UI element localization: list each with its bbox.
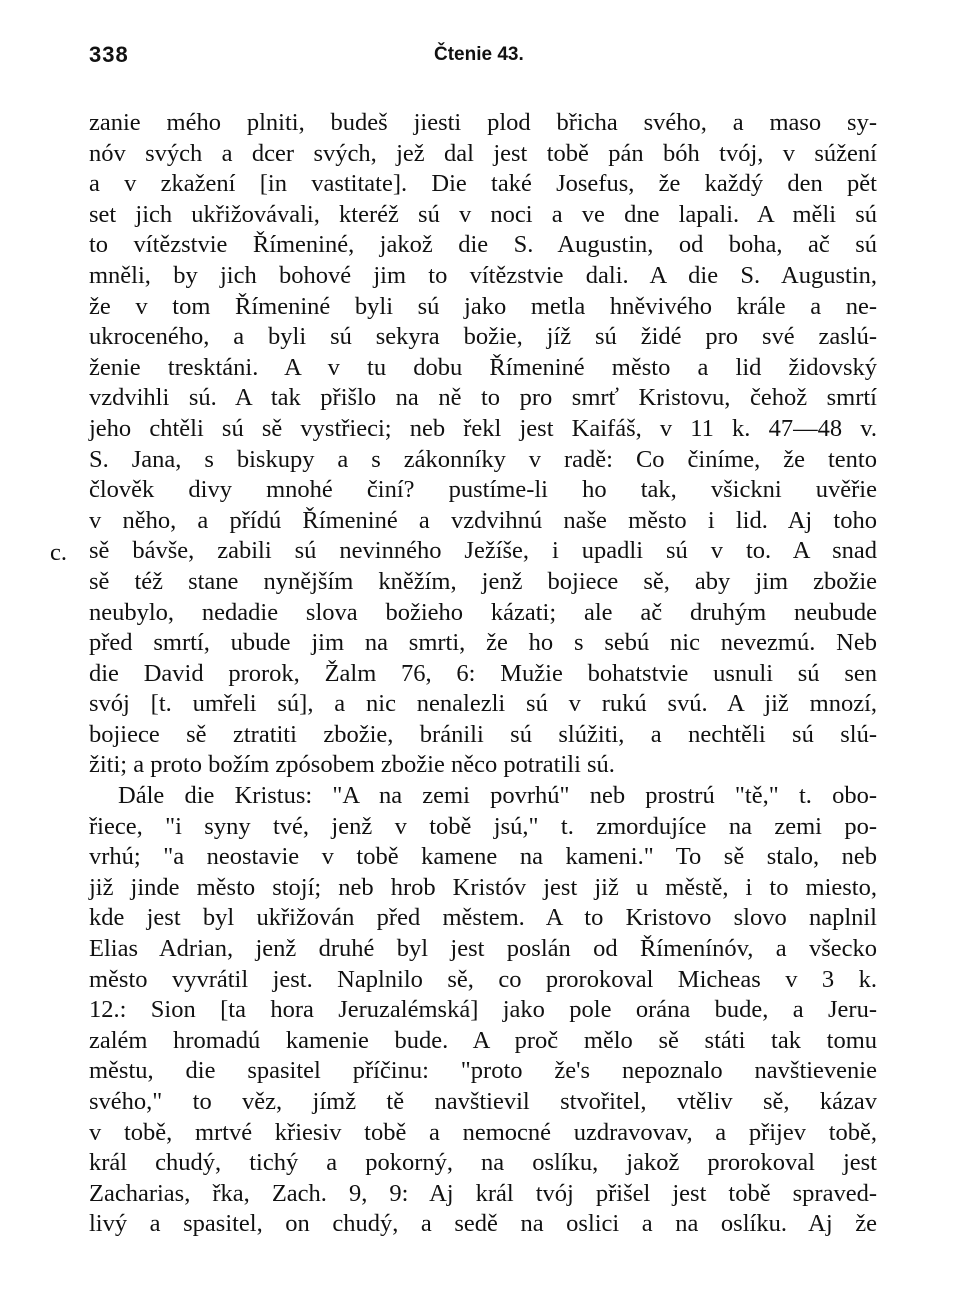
- text-line: set jich ukřižovávali, kteréž sú v noci a ve dne lapali. A měli sú: [89, 200, 877, 228]
- text-line: před smrtí, ubude jim na smrti, že ho s sebú nic nevezmú. Neb: [89, 629, 877, 657]
- text-line: sě bávše, zabili sú nevinného Ježíše, i upadli sú v to. A snad: [89, 537, 877, 565]
- text-line: král chudý, tichý a pokorný, na oslíku, jakož prorokoval jest: [89, 1149, 877, 1177]
- text-line: město vyvrátil jest. Naplnilo sě, co prorokoval Micheas v 3 k.: [89, 965, 877, 993]
- text-line: 12.: Sion [ta hora Jeruzalémská] jako pole orána bude, a Jeru-: [89, 996, 877, 1024]
- page-number: 338: [89, 42, 129, 67]
- text-line: řiece, "i syny tvé, jenž v tobě jsú," t. zmordujíce na zemi po-: [89, 812, 877, 840]
- text-line: to vítězstvie Římeniné, jakož die S. Augustin, od boha, ač sú: [89, 231, 877, 259]
- text-line: jeho chtěli sú sě vystřieci; neb řekl jest Kaifáš, v 11 k. 47—48 v.: [89, 414, 877, 442]
- running-title: Čtenie 43.: [434, 44, 524, 65]
- text-line: ukroceného, a byli sú sekyra božie, jíž sú židé pro své zaslú-: [89, 323, 877, 351]
- text-line: livý a spasitel, on chudý, a sedě na oslici a na oslíku. Aj že: [89, 1210, 877, 1238]
- text-line: die David prorok, Žalm 76, 6: Mužie bohatstvie usnuli sú sen: [89, 659, 877, 687]
- text-line: S. Jana, s biskupy a s zákonníky v radě: Co činíme, že tento: [89, 445, 877, 473]
- text-line: v tobě, mrtvé křiesiv tobě a nemocné uzdravovav, a přijev tobě,: [89, 1118, 877, 1146]
- text-line: žiti; a proto božím zpósobem zbožie něco potratili sú.: [89, 751, 615, 779]
- text-line: kde jest byl ukřižován před městem. A to Kristovo slovo naplnil: [89, 904, 877, 932]
- text-line: že v tom Římeniné byli sú jako metla hněvivého krále a ne-: [89, 292, 877, 320]
- text-line: neubylo, nedadie slova božieho kázati; ale ač druhým neubude: [89, 598, 877, 626]
- text-line: Dále die Kristus: "A na zemi povrhú" neb prostrú "tě," t. obo-: [118, 782, 877, 810]
- text-line: městu, die spasitel příčinu: "proto že's nepoznalo navštievenie: [89, 1057, 877, 1085]
- text-line: ženie tresktáni. A v tu dobu Římeniné město a lid židovský: [89, 353, 877, 381]
- text-line: sě též stane nynějším kněžím, jenž bojiece sě, aby jim zbožie: [89, 567, 877, 595]
- text-line: a v zkažení [in vastitate]. Die také Josefus, že každý den pět: [89, 170, 877, 198]
- text-line: Elias Adrian, jenž druhé byl jest poslán od Římenínóv, a všecko: [89, 935, 877, 963]
- text-line: vzdvihli sú. A tak přišlo na ně to pro smrť Kristovu, čehož smrtí: [89, 384, 877, 412]
- text-line: člověk divy mnohé činí? pustíme-li ho tak, všickni uvěřie: [89, 476, 877, 504]
- text-line: svého," to věz, jímž tě navštievil stvořitel, vtěliv sě, kázav: [89, 1088, 877, 1115]
- text-line: vrhú; "a neostavie v tobě kamene na kameni." To sě stalo, neb: [89, 843, 877, 871]
- body-text: [89, 108, 877, 1240]
- text-line: nóv svých a dcer svých, jež dal jest tobě pán bóh tvój, v súžení: [89, 139, 877, 167]
- text-line: v něho, a přídú Římeniné a vzdvihnú naše město i lid. Aj toho: [89, 506, 877, 534]
- text-line: svój [t. umřeli sú], a nic nenalezli sú v rukú svú. A již mnozí,: [89, 690, 877, 718]
- text-line: zalém hromadú kamenie bude. A proč mělo sě státi tak tomu: [89, 1026, 877, 1054]
- text-line: mněli, by jich bohové jim to vítězstvie dali. A die S. Augustin,: [89, 261, 877, 289]
- text-line: již jinde město stojí; neb hrob Kristóv jest již u městě, i to miesto,: [89, 873, 877, 901]
- margin-note: c.: [50, 539, 67, 566]
- text-line: bojiece sě ztratiti zbožie, bránili sú slúžiti, a nechtěli sú slú-: [89, 720, 877, 748]
- text-line: Zacharias, řka, Zach. 9, 9: Aj král tvój přišel jest tobě spraved-: [89, 1179, 877, 1207]
- text-line: zanie mého plniti, budeš jiesti plod břicha svého, a maso sy-: [89, 109, 877, 136]
